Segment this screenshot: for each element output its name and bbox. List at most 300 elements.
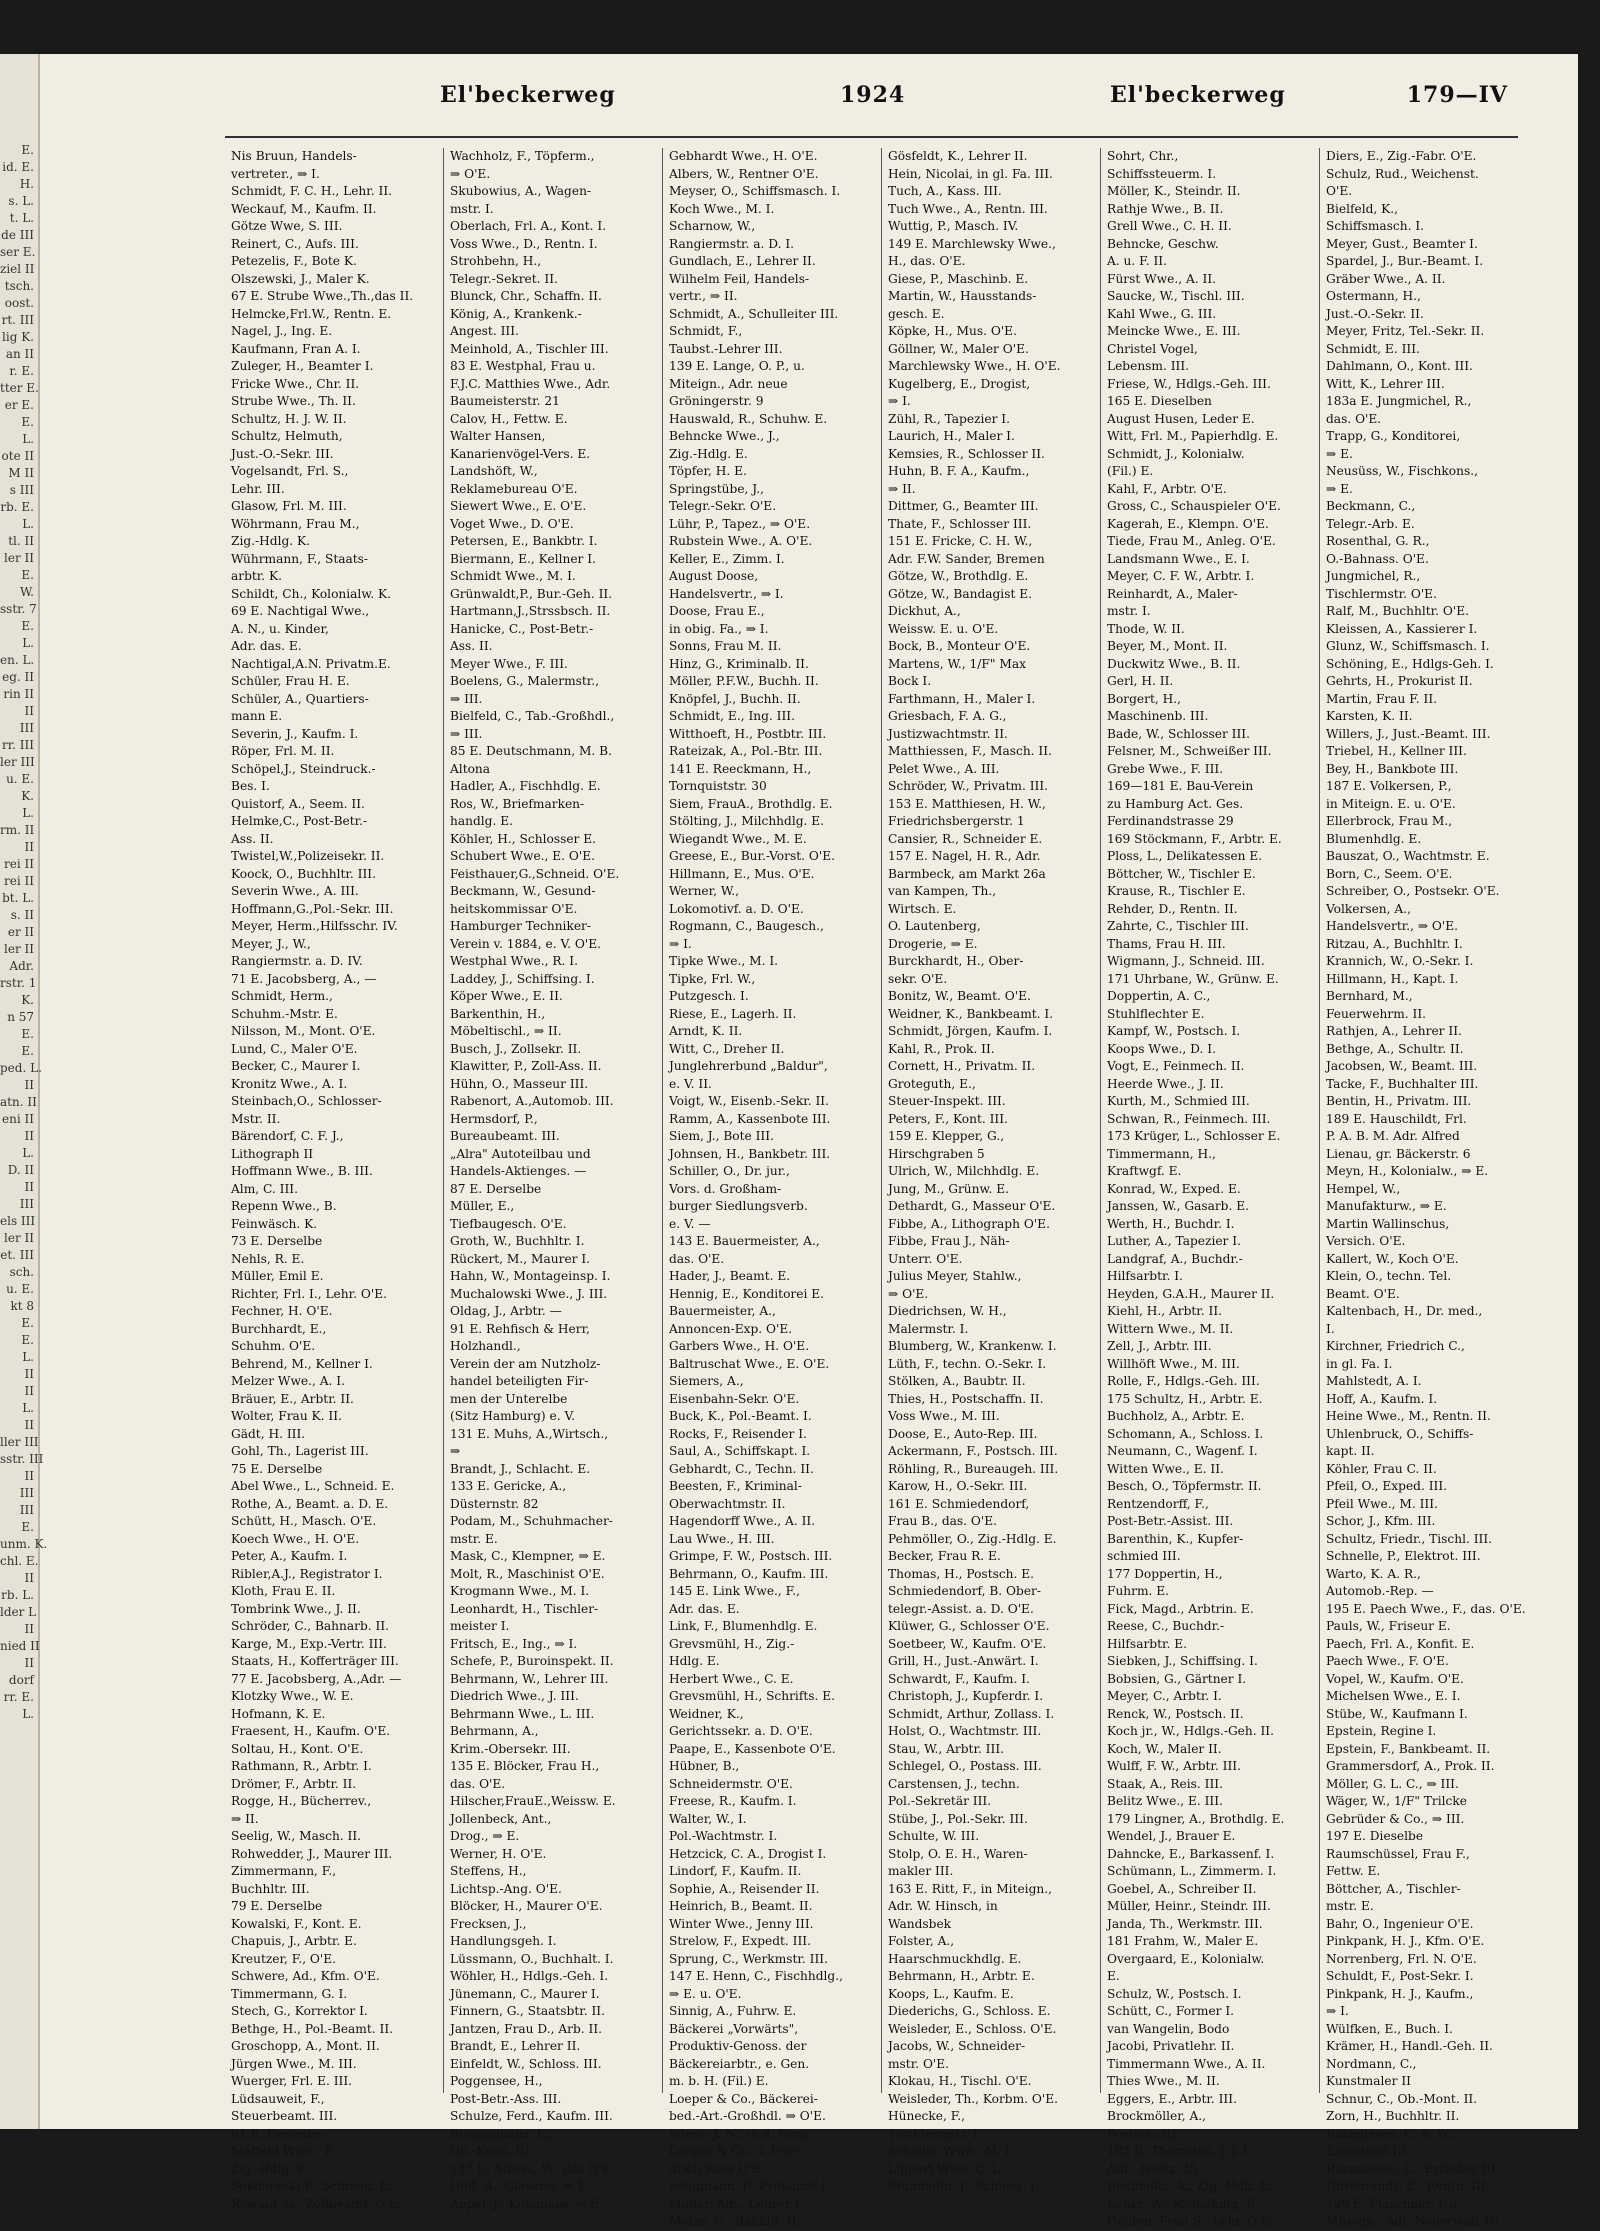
directory-entry-line: Pelet Wwe., A. III. xyxy=(888,761,1000,776)
directory-entry-line: Hader, J., Beamt. E. xyxy=(669,1269,791,1283)
directory-entry-line: Pol.-Sekretär III. xyxy=(888,1794,992,1808)
directory-entry-line: Hillmann, E., Mus. O'E. xyxy=(669,866,815,881)
directory-entry-line: Bauszat, O., Wachtmstr. E. xyxy=(1326,849,1490,863)
facing-page-fragment: r. E. xyxy=(9,364,34,378)
directory-entry-line: zu Hamburg Act. Ges. xyxy=(1107,796,1244,811)
directory-entry-line: Adr. F.W. Sander, Bremen xyxy=(888,551,1045,566)
header-street-right: El'beckerweg xyxy=(1110,82,1286,108)
directory-entry-line: Müller, E., xyxy=(450,1199,515,1213)
facing-page-fragment: II xyxy=(24,1622,34,1636)
facing-page-fragment: ler II xyxy=(4,942,34,956)
directory-entry-line: Bahr, O., Ingenieur O'E. xyxy=(1326,1916,1474,1931)
facing-page-fragment: E. xyxy=(21,1520,34,1534)
directory-entry-line: Gräber Wwe., A. II. xyxy=(1326,271,1446,286)
directory-entry-line: Glasow, Frl. M. III. xyxy=(231,499,347,513)
directory-entry-line: Böttcher, A., Tischler- xyxy=(1326,1881,1461,1896)
directory-entry-line: Staak, A., Reis. III. xyxy=(1107,1776,1223,1791)
directory-entry-line: Hahn, W., Montageinsp. I. xyxy=(450,1269,611,1283)
header-page-number: 179—IV xyxy=(1406,82,1508,108)
directory-entry-line: Schwan, R., Feinmech. III. xyxy=(1107,1111,1271,1126)
directory-entry-line: Hoffmann Wwe., B. III. xyxy=(231,1164,373,1178)
directory-entry-line: Hauswald, R., Schuhw. E. xyxy=(669,411,828,426)
directory-entry-line: 177 Doppertin, H., xyxy=(1107,1566,1223,1581)
directory-entry-line: 85 E. Deutschmann, M. B. xyxy=(450,744,613,758)
directory-entry-line: Steinbach,O., Schlosser- xyxy=(231,1094,382,1108)
directory-entry-line: Melzer Wwe., A. I. xyxy=(231,1374,345,1388)
directory-entry-line: Wöhler, H., Hdlgs.-Geh. I. xyxy=(450,1969,609,1983)
directory-entry-line: Burchhardt, E., xyxy=(231,1321,327,1336)
directory-entry-line: Schütt, C., Former I. xyxy=(1107,2004,1235,2018)
directory-entry-line: Cansier, R., Schneider E. xyxy=(888,831,1043,846)
directory-entry-line: Krogmann Wwe., M. I. xyxy=(450,1584,590,1598)
directory-entry-line: 163 E. Ritt, F., in Miteign., xyxy=(888,1881,1052,1896)
directory-entry-line: Sprung, C., Werkmstr. III. xyxy=(669,1951,828,1966)
directory-entry-line: Rateizak, A., Pol.-Btr. III. xyxy=(669,744,823,758)
facing-page-fragment: lder L xyxy=(0,1605,37,1619)
directory-entry-line: Steuer-Inspekt. III. xyxy=(888,1094,1006,1108)
directory-entry-line: Calov, H., Fettw. E. xyxy=(450,411,568,426)
directory-entry-line: 147 E. Henn, C., Fischhdlg., xyxy=(669,1969,843,1983)
directory-entry-line: van Wangelin, Bodo xyxy=(1107,2021,1230,2036)
directory-entry-line: Alm, C. III. xyxy=(231,1181,298,1196)
directory-entry-line: Rohwedder, J., Maurer III. xyxy=(231,1846,393,1861)
directory-entry-line: Beckmann, W., Gesund- xyxy=(450,884,596,898)
directory-entry-line: Olszewski, J., Maler K. xyxy=(231,271,370,286)
directory-entry-line: Beamt. O'E. xyxy=(1326,1286,1400,1301)
directory-entry-line: Hillmann, H., Kapt. I. xyxy=(1326,971,1459,986)
directory-entry-line: Johnsen, H., Bankbetr. III. xyxy=(669,1146,831,1161)
directory-entry-line: Ulrich, W., Milchhdlg. E. xyxy=(888,1164,1040,1178)
directory-entry-line: Düsternstr. 82 xyxy=(450,1496,539,1511)
directory-entry-line: Helmcke,Frl.W., Rentn. E. xyxy=(231,306,392,321)
directory-entry-line: Griesbach, F. A. G., xyxy=(888,709,1007,723)
directory-entry-line: Doose, Frau E., xyxy=(669,604,765,618)
directory-entry-line: Schröder, W., Privatm. III. xyxy=(888,779,1049,793)
directory-entry-line: Junglehrerbund „Baldur", xyxy=(669,1059,828,1073)
directory-entry-line: Bes. I. xyxy=(231,779,270,793)
directory-entry-line: Knöpfel, J., Buchh. II. xyxy=(669,691,801,706)
directory-entry-line: mstr. O'E. xyxy=(888,2056,950,2071)
directory-column-3 xyxy=(662,148,881,2228)
directory-entry-line: Zorn, H., Buchhltr. II. xyxy=(1326,2109,1460,2123)
directory-entry-line: Keller, E., Zimm. I. xyxy=(669,551,785,566)
directory-entry-line: Sinnig, A., Fuhrw. E. xyxy=(669,2004,797,2018)
directory-entry-line: Mask, C., Klempner, ⇒ E. xyxy=(450,1549,606,1563)
directory-entry-line: 91 E. Rehfisch & Herr, xyxy=(450,1321,590,1336)
directory-entry-line: Meins, C., Bankbt. II. xyxy=(669,2214,801,2228)
directory-entry-line: Springstübe, J., xyxy=(669,481,764,496)
directory-entry-line: Witten Wwe., E. II. xyxy=(1107,1461,1224,1476)
directory-entry-line: Lithograph II xyxy=(231,1146,314,1161)
directory-entry-line: Schneidermstr. O'E. xyxy=(669,1776,793,1791)
directory-entry-line: Krannich, W., O.-Sekr. I. xyxy=(1326,954,1474,968)
directory-entry-line: Saucke, W., Tischl. III. xyxy=(1107,289,1245,303)
directory-entry-line: Rathjen, A., Lehrer II. xyxy=(1326,1024,1462,1038)
directory-entry-line: Tiefbaugesch. O'E. xyxy=(450,1216,567,1231)
directory-entry-line: Hanicke, C., Post-Betr.- xyxy=(450,621,594,636)
directory-entry-line: Tiede, Frau M., Anleg. O'E. xyxy=(1107,534,1276,548)
directory-entry-line: Bauermeister, A., xyxy=(669,1304,776,1318)
directory-column-5 xyxy=(1100,148,1319,2228)
directory-entry-line: 187 E. Volkersen, P., xyxy=(1326,779,1452,793)
directory-entry-line: Frecksen, J., xyxy=(450,1916,527,1931)
directory-entry-line: Drog., ⇒ E. xyxy=(450,1829,520,1843)
directory-entry-line: Meyer, Fritz, Tel.-Sekr. II. xyxy=(1326,324,1485,338)
facing-page-fragment: ler III xyxy=(0,755,35,769)
directory-entry-line: Sonns, Frau M. II. xyxy=(669,639,782,653)
directory-entry-line: Schmidt, J., Kolonialw. xyxy=(1107,446,1245,461)
directory-entry-line: Wiegandt Wwe., M. E. xyxy=(669,831,807,846)
directory-entry-line: Behrmann, O., Kaufm. III. xyxy=(669,1566,829,1581)
directory-entry-line: Hoffmann,G.,Pol.-Sekr. III. xyxy=(231,901,394,916)
facing-page-fragment: II xyxy=(24,840,34,854)
directory-entry-line: Wulff, F. W., Arbtr. III. xyxy=(1107,1759,1241,1773)
directory-entry-line: Grammersdorf, A., Prok. II. xyxy=(1326,1759,1495,1773)
facing-page-fragment: u. E. xyxy=(6,1282,34,1296)
directory-entry-line: Diedrichsen, W. H., xyxy=(888,1304,1007,1318)
facing-page-fragment: eg. II xyxy=(2,670,34,684)
directory-entry-line: Handelsvertr., ⇒ O'E. xyxy=(1326,919,1459,933)
facing-page-fragment: K. xyxy=(21,993,34,1007)
directory-entry-line: Weisleder, Th., Korbm. O'E. xyxy=(888,2091,1059,2106)
directory-entry-line: Borgert, H., xyxy=(1107,691,1181,706)
directory-entry-line: Loeper & Co. u. Frie- xyxy=(669,2144,801,2158)
directory-entry-line: Dahncke, E., Barkassenf. I. xyxy=(1107,1846,1275,1861)
directory-entry-line: Groth, W., Buchhltr. I. xyxy=(450,1234,585,1248)
directory-entry-line: Handels-Aktienges. — xyxy=(450,1164,587,1178)
directory-entry-line: Bäckerei „Vorwärts", xyxy=(669,2021,799,2036)
directory-entry-line: Hdlg. E. xyxy=(669,1654,720,1668)
directory-entry-line: Schmidt, Jörgen, Kaufm. I. xyxy=(888,1024,1053,1038)
directory-entry-line: Schuhm.-Mstr. E. xyxy=(231,1006,338,1021)
directory-entry-line: Diederichs, G., Schloss. E. xyxy=(888,2004,1051,2018)
directory-entry-line: Voigt, W., Eisenb.-Sekr. II. xyxy=(669,1094,829,1108)
directory-entry-line: Klotzky Wwe., W. E. xyxy=(231,1689,354,1703)
directory-entry-line: Riese, E., Lagerh. II. xyxy=(669,1006,797,1021)
directory-entry-line: Soltau, H., Kont. O'E. xyxy=(231,1741,364,1756)
directory-entry-line: Köper Wwe., E. II. xyxy=(450,989,563,1003)
directory-entry-line: Telegr.-Arb. E. xyxy=(1326,516,1415,531)
directory-entry-line: Baumeisterstr. 21 xyxy=(450,394,560,408)
directory-entry-line: Dittebrandt, E., Rentn. III. xyxy=(1326,2179,1490,2193)
directory-entry-line: Buchholtz, A., Zig.-Hdlr. E. xyxy=(1107,2179,1273,2193)
directory-entry-line: Nachtigal,A.N. Privatm.E. xyxy=(231,656,391,671)
directory-entry-line: Tischlermstr. I. xyxy=(888,2126,982,2141)
directory-entry-line: Gösfeldt, K., Lehrer II. xyxy=(888,149,1028,163)
directory-entry-line: August Husen, Leder E. xyxy=(1107,411,1255,426)
directory-entry-line: Telegr.-Sekr. O'E. xyxy=(669,499,777,513)
facing-page-fragment: L. xyxy=(22,1350,34,1364)
facing-page-fragment: ziel II xyxy=(0,262,35,276)
facing-page-fragment: t. L. xyxy=(9,211,34,225)
directory-entry-line: I. xyxy=(1326,1321,1335,1336)
directory-entry-line: Bureaubeamt. III. xyxy=(450,1129,560,1143)
directory-entry-line: Julius Meyer, Stahlw., xyxy=(888,1269,1022,1283)
directory-entry-line: Bey, H., Bankbote III. xyxy=(1326,761,1459,776)
facing-page-fragment: L. xyxy=(22,636,34,650)
directory-entry-line: Bobsien, G., Gärtner I. xyxy=(1107,1671,1247,1686)
directory-entry-line: 67 E. Strube Wwe.,Th.,das II. xyxy=(231,289,414,303)
directory-entry-line: Gebrüder & Co., ⇒ III. xyxy=(1326,1811,1465,1826)
directory-entry-line: Oldag, J., Arbtr. — xyxy=(450,1304,562,1318)
directory-entry-line: 189 E. Hauschildt, Frl. xyxy=(1326,1111,1467,1126)
directory-entry-line: Strube Wwe., Th. II. xyxy=(231,394,356,408)
directory-entry-line: Jacobs, W., Schneider- xyxy=(888,2039,1026,2053)
directory-entry-line: Diers, E., Zig.-Fabr. O'E. xyxy=(1326,149,1477,163)
directory-entry-line: 153 E. Matthiesen, H. W., xyxy=(888,796,1046,811)
directory-entry-line: Rewald, G., Zollbeamt. O'E. xyxy=(231,2196,402,2211)
facing-page-fragment: tter E. xyxy=(0,381,39,395)
facing-page-fragment: III xyxy=(19,1197,34,1211)
directory-entry-line: Gebhardt, C., Techn. II. xyxy=(669,1461,814,1476)
directory-entry-line: „Alra" Autoteilbau und xyxy=(450,1146,591,1161)
directory-entry-line: 81 E. Derselbe xyxy=(231,2126,323,2141)
directory-entry-line: Peter, A., Kaufm. I. xyxy=(231,1549,348,1563)
directory-entry-line: Busch, J., Zollsekr. II. xyxy=(450,1041,582,1056)
directory-entry-line: Luther, A., Tapezier I. xyxy=(1107,1234,1241,1248)
directory-entry-line: 161 E. Schmiedendorf, xyxy=(888,1496,1030,1511)
directory-entry-line: Behrmann Wwe., L. III. xyxy=(450,1706,595,1721)
directory-entry-line: Maschinenb. III. xyxy=(1107,709,1209,723)
directory-entry-line: Strohbehn, H., xyxy=(450,254,542,268)
directory-entry-line: Ostermann, H., xyxy=(1326,289,1421,303)
directory-entry-line: Nehls, R. E. xyxy=(231,1251,305,1266)
directory-entry-line: Rasmussen, C., Erzieher III. xyxy=(1326,2161,1500,2176)
header-street-left: El'beckerweg xyxy=(440,82,616,108)
directory-entry-line: Thate, F., Schlosser III. xyxy=(888,516,1032,531)
directory-entry-line: 131 E. Muhs, A.,Wirtsch., xyxy=(450,1426,609,1441)
directory-entry-line: Schmidt Wwe., M. I. xyxy=(450,569,576,583)
directory-entry-line: Grebe Wwe., F. III. xyxy=(1107,761,1224,776)
directory-entry-line: H., das. O'E. xyxy=(888,254,966,268)
directory-entry-line: Kurth, M., Schmied III. xyxy=(1107,1094,1250,1108)
directory-entry-line: Sophie, A., Reisender II. xyxy=(669,1881,820,1896)
facing-page-fragment: ote II xyxy=(1,449,34,463)
facing-page-fragment: tsch. xyxy=(4,279,34,293)
directory-entry-line: Zühl, R., Tapezier I. xyxy=(888,411,1010,426)
directory-entry-line: Meyer Wwe., F. III. xyxy=(450,656,568,671)
directory-entry-line: e. V. II. xyxy=(669,1076,712,1091)
directory-entry-line: Lühr, P., Tapez., ⇒ O'E. xyxy=(669,516,811,531)
facing-page-fragment: II xyxy=(24,1078,34,1092)
directory-entry-line: Paech, Frl. A., Konfit. E. xyxy=(1326,1636,1475,1651)
directory-entry-line: Vopel, W., Kaufm. O'E. xyxy=(1326,1671,1464,1686)
facing-page-fragment: L. xyxy=(22,517,34,531)
directory-entry-line: Fechner, H. O'E. xyxy=(231,1304,333,1318)
directory-entry-line: Jacobi, Privatlehr. II. xyxy=(1107,2039,1235,2053)
directory-entry-line: Pinkpank, H. J., Kaufm., xyxy=(1326,1986,1474,2001)
directory-entry-line: Karow, H., O.-Sekr. III. xyxy=(888,1479,1028,1493)
directory-entry-line: Kiehl, H., Arbtr. II. xyxy=(1107,1304,1223,1318)
directory-entry-line: Barmbeck, am Markt 26a xyxy=(888,866,1046,881)
facing-page-fragment: atn. II xyxy=(0,1095,37,1109)
directory-entry-line: Finnern, G., Staatsbtr. II. xyxy=(450,2004,605,2018)
directory-entry-line: Christel Vogel, xyxy=(1107,341,1198,356)
directory-entry-line: Paech Wwe., F. O'E. xyxy=(1326,1654,1449,1668)
directory-column-1 xyxy=(225,148,443,2211)
directory-entry-line: Bielfeld, K., xyxy=(1326,201,1398,216)
directory-entry-line: in obig. Fa., ⇒ I. xyxy=(669,621,769,636)
directory-entry-line: Grünwaldt,P., Bur.-Geh. II. xyxy=(450,586,613,601)
directory-entry-line: Schüler, Frau H. E. xyxy=(231,674,350,688)
directory-entry-line: Koch jr., W., Hdlgs.-Geh. II. xyxy=(1107,1724,1274,1738)
directory-entry-line: Stolp, O. E. H., Waren- xyxy=(888,1846,1028,1861)
directory-entry-line: 143 E. Bauermeister, A., xyxy=(669,1234,820,1248)
directory-entry-line: Warto, K. A. R., xyxy=(1326,1566,1421,1581)
directory-entry-line: Müller, Heinr., Steindr. III. xyxy=(1107,1899,1271,1913)
directory-entry-line: Jollenbeck, Ant., xyxy=(450,1811,552,1826)
directory-entry-line: Meincke Wwe., E. III. xyxy=(1107,324,1241,338)
directory-entry-line: Landgraf, A., Buchdr.- xyxy=(1107,1251,1243,1266)
directory-entry-line: Möller, G. L. C., ⇒ III. xyxy=(1326,1776,1459,1791)
directory-entry-line: Stumhofer, J., Schloss. I. xyxy=(888,2179,1039,2193)
directory-entry-line: Kagerah, E., Klempn. O'E. xyxy=(1107,516,1269,531)
facing-page-fragment: K. xyxy=(21,789,34,803)
directory-entry-line: Voss Wwe., D., Rentn. I. xyxy=(450,236,598,251)
directory-entry-line: Voss Wwe., M. III. xyxy=(888,1409,1000,1423)
directory-entry-line: Fürst Wwe., A. II. xyxy=(1107,271,1217,286)
directory-entry-line: Meyer, J., W., xyxy=(231,936,311,951)
directory-entry-line: Steffens, H., xyxy=(450,1864,527,1878)
directory-entry-line: 149 E. Marchlewsky Wwe., xyxy=(888,236,1056,251)
directory-entry-line: Schöning, E., Hdlgs-Geh. I. xyxy=(1326,656,1494,671)
directory-entry-line: 169—181 E. Bau-Verein xyxy=(1107,779,1254,793)
directory-entry-line: Nilsson, M., Mont. O'E. xyxy=(231,1024,376,1038)
directory-entry-line: Zimmermann, F., xyxy=(231,1864,337,1878)
directory-entry-line: Götze Wwe, S. III. xyxy=(231,219,343,233)
directory-entry-line: O. Lautenberg, xyxy=(888,919,981,933)
directory-entry-line: Götze, W., Bandagist E. xyxy=(888,586,1033,601)
directory-entry-line: Kemsies, R., Schlosser II. xyxy=(888,446,1045,461)
directory-entry-line: Fibbe, Frau J., Näh- xyxy=(888,1234,1010,1248)
directory-entry-line: Ackermann, F., Postsch. III. xyxy=(888,1444,1058,1458)
directory-entry-line: Besch, O., Töpfermstr. II. xyxy=(1107,1479,1262,1493)
directory-entry-line: Westphal Wwe., R. I. xyxy=(450,954,578,968)
directory-entry-line: Gohl, Th., Lagerist III. xyxy=(231,1444,369,1458)
directory-entry-line: Schütt, H., Masch. O'E. xyxy=(231,1514,377,1528)
directory-entry-line: Klokau, H., Tischl. O'E. xyxy=(888,2074,1032,2088)
directory-entry-line: Schiffssteuerm. I. xyxy=(1107,166,1217,181)
facing-page-fragment: L. xyxy=(22,1707,34,1721)
directory-entry-line: 69 E. Nachtigal Wwe., xyxy=(231,604,370,618)
directory-entry-line: Kraftwgf. E. xyxy=(1107,1164,1182,1178)
directory-entry-line: Wöhrmann, Frau M., xyxy=(231,516,360,531)
directory-entry-line: Brandt, E., Lehrer II. xyxy=(450,2039,581,2053)
directory-entry-line: Belitz Wwe., E. III. xyxy=(1107,1794,1223,1808)
directory-entry-line: Ellerbrock, Frau M., xyxy=(1326,814,1453,828)
directory-entry-line: Heyden, G.A.H., Maurer II. xyxy=(1107,1286,1275,1301)
directory-entry-line: Konrad, W., Exped. E. xyxy=(1107,1181,1241,1196)
directory-entry-line: Lüssmann, O., Buchhalt. I. xyxy=(450,1951,614,1966)
directory-entry-line: Rangiermstr. a. D. IV. xyxy=(231,954,363,968)
directory-entry-line: Hartmann,J.,Strssbsch. II. xyxy=(450,604,611,618)
directory-entry-line: Schmidt, Arthur, Zollass. I. xyxy=(888,1706,1055,1721)
directory-entry-line: Lehr. III. xyxy=(231,481,285,496)
directory-entry-line: O'E. xyxy=(1326,184,1353,198)
directory-entry-line: Christoph, J., Kupferdr. I. xyxy=(888,1689,1044,1703)
facing-page-fragment: s. L. xyxy=(8,194,34,208)
directory-entry-line: Gädt, H. III. xyxy=(231,1426,306,1441)
directory-entry-line: Hirschgraben 5 xyxy=(888,1146,985,1161)
directory-entry-line: Kallert, W., Koch O'E. xyxy=(1326,1251,1459,1266)
directory-entry-line: Buchhltr. III. xyxy=(231,1881,310,1896)
directory-entry-line: Hennig, E., Konditorei E. xyxy=(669,1286,824,1301)
directory-entry-line: Nis Bruun, Handels- xyxy=(231,149,357,163)
directory-entry-line: Fuhrm. E. xyxy=(1107,1584,1170,1598)
directory-entry-line: Thams, Frau H. III. xyxy=(1107,936,1226,951)
directory-entry-line: Karge, M., Exp.-Vertr. III. xyxy=(231,1636,387,1651)
directory-entry-line: Blumenhdlg. E. xyxy=(1326,831,1422,846)
directory-entry-line: heitskommissar O'E. xyxy=(450,901,578,916)
directory-entry-line: Bonitz, W., Beamt. O'E. xyxy=(888,989,1031,1003)
directory-entry-line: P. A. B. M. Adr. Alfred xyxy=(1326,1129,1460,1143)
directory-entry-line: Martin Wallinschus, xyxy=(1326,1216,1450,1231)
directory-entry-line: Köhler, H., Schlosser E. xyxy=(450,831,597,846)
directory-entry-line: Rehder, D., Rentn. II. xyxy=(1107,901,1238,916)
directory-entry-line: Becker, Frau R. E. xyxy=(888,1549,1001,1563)
directory-entry-line: Diedrich Wwe., J. III. xyxy=(450,1689,579,1703)
directory-entry-line: Wirtsch. E. xyxy=(888,901,957,916)
facing-page-fragment: E. xyxy=(21,143,34,157)
directory-entry-line: in Miteign. E. u. O'E. xyxy=(1326,796,1456,811)
directory-entry-line: Hempel, W., xyxy=(1326,1181,1401,1196)
directory-entry-line: Staffeld Wwe., F., xyxy=(231,2144,340,2158)
directory-entry-line: Angest. III. xyxy=(450,324,519,338)
facing-page-fragment: rb. E. xyxy=(0,500,34,514)
facing-page-fragment: II xyxy=(24,1469,34,1483)
directory-entry-line: Behrend, M., Kellner I. xyxy=(231,1356,373,1371)
directory-entry-line: Adr. W. Hinsch, in xyxy=(888,1899,998,1913)
directory-entry-line: Groteguth, E., xyxy=(888,1076,976,1091)
directory-entry-line: Zig.-Hdlg. E. xyxy=(231,2161,310,2176)
directory-entry-line: Raumschüssel, Frau F., xyxy=(1326,1846,1470,1861)
directory-entry-line: Kunstmaler II xyxy=(1326,2074,1411,2088)
directory-entry-line: Grevsmühl, H., Schrifts. E. xyxy=(669,1689,835,1703)
directory-entry-line: Lebensm. III. xyxy=(1107,359,1190,373)
directory-entry-line: Groschopp, A., Mont. II. xyxy=(231,2039,380,2053)
facing-page-fragment: dorf xyxy=(8,1673,34,1687)
directory-entry-line: Handelsvertr., ⇒ I. xyxy=(669,586,784,601)
directory-entry-line: ⇒ I. xyxy=(1326,2004,1349,2018)
directory-entry-line: Beckmann, C., xyxy=(1326,499,1416,513)
directory-entry-line: Schmidt, Herm., xyxy=(231,989,333,1003)
directory-entry-line: Verein v. 1884, e. V. O'E. xyxy=(450,936,601,951)
directory-entry-line: vertr., ⇒ II. xyxy=(669,289,738,303)
directory-entry-line: Ralf, M., Buchhltr. O'E. xyxy=(1326,604,1470,618)
directory-entry-line: handlg. E. xyxy=(450,814,513,828)
facing-page-fragment: E. xyxy=(21,415,34,429)
directory-entry-line: Jantzen, Frau D., Arb. II. xyxy=(450,2021,603,2036)
directory-entry-line: Weidner, K., xyxy=(669,1706,744,1721)
directory-entry-line: Paape, E., Kassenbote O'E. xyxy=(669,1741,836,1756)
directory-entry-line: Schmiedendorf, B. Ober- xyxy=(888,1584,1041,1598)
directory-entry-line: Keuer, W., Möbelhdlg. E. xyxy=(1107,2196,1259,2211)
directory-entry-line: Bock I. xyxy=(888,674,932,688)
directory-entry-line: Pauls, W., Friseur E. xyxy=(1326,1619,1451,1633)
directory-entry-line: Petezelis, F., Bote K. xyxy=(231,254,357,268)
directory-entry-line: Brüninghaus, L., xyxy=(450,2126,553,2141)
directory-entry-line: Koch, W., Maler II. xyxy=(1107,1741,1222,1756)
directory-entry-line: Norrenberg, Frl. N. O'E. xyxy=(1326,1951,1477,1966)
directory-entry-line: Behrmann, W., Lehrer III. xyxy=(450,1671,609,1686)
directory-entry-line: Schulz, Rud., Weichenst. xyxy=(1326,166,1479,181)
directory-entry-line: Meyer, Herm.,Hilfsschr. IV. xyxy=(231,919,398,933)
directory-entry-line: Kowalski, F., Kont. E. xyxy=(231,1916,362,1931)
directory-entry-line: 137 E. Albers, W., das O'E. xyxy=(450,2161,615,2176)
directory-entry-line: Wendel, J., Brauer E. xyxy=(1107,1829,1236,1843)
directory-entry-line: Schefe, P., Buroinspekt. II. xyxy=(450,1654,614,1668)
page-header xyxy=(60,82,1538,130)
